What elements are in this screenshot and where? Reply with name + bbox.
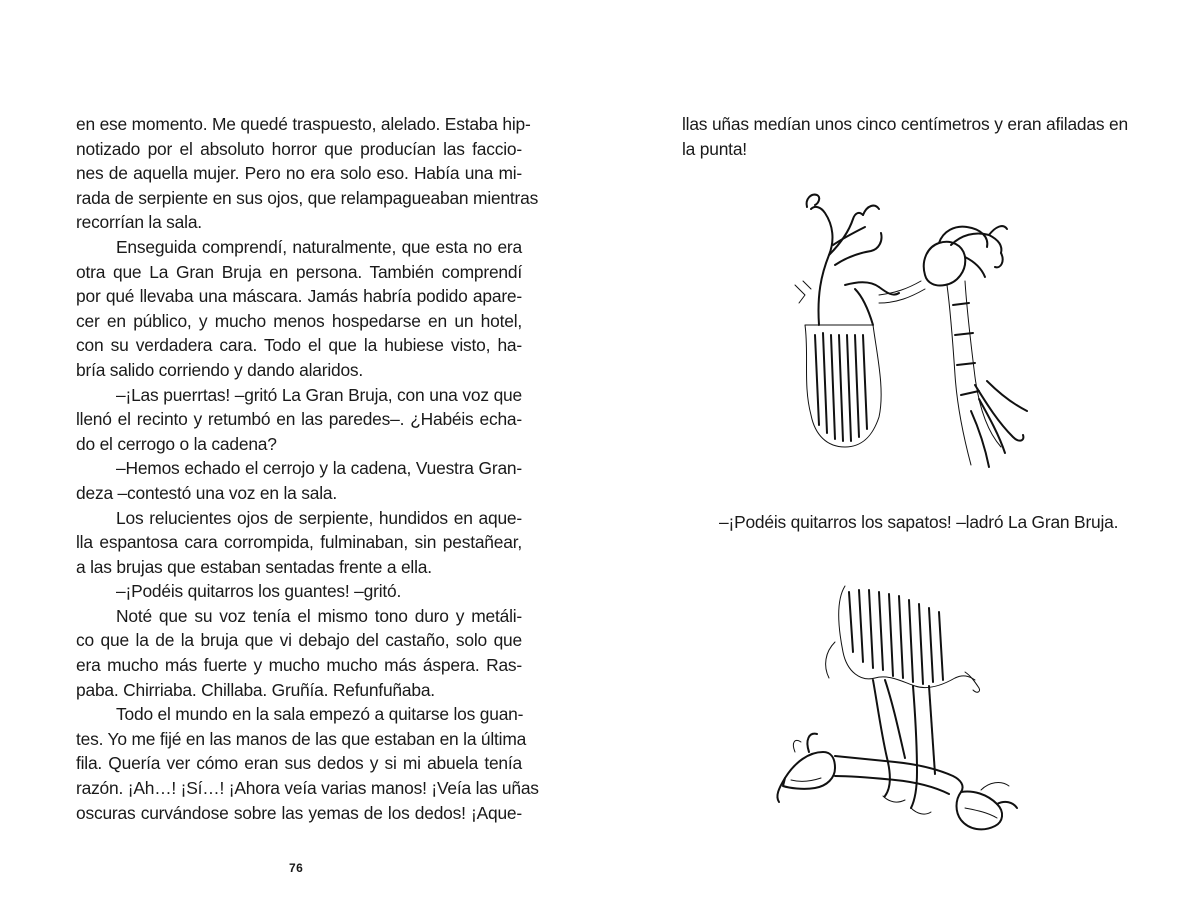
text-line: –¡Las puerrtas! –gritó La Gran Bruja, con una voz que [116, 384, 522, 405]
text-line: do el cerrogo o la cadena? [76, 433, 277, 454]
illustration-caption: –¡Podéis quitarros los sapatos! –ladró La Gran Bruja. [719, 512, 1119, 532]
text-line: oscuras curvándose sobre las yemas de los dedos! ¡Aque- [76, 802, 522, 823]
page-number: 76 [289, 861, 304, 875]
text-line: razón. ¡Ah…! ¡Sí…! ¡Ahora veía varias manos! ¡Veía las uñas [76, 778, 539, 799]
text-line: Noté que su voz tenía el mismo tono duro y metáli- [116, 605, 522, 626]
text-line: llas uñas medían unos cinco centímetros y eran afiladas en [682, 114, 1128, 134]
text-line: rada de serpiente en sus ojos, que relampagueaban mientras [76, 187, 539, 208]
witch-feet-illustration [765, 582, 1027, 844]
left-page-text [76, 112, 539, 825]
text-line: la punta! [682, 138, 747, 159]
text-line: –¡Podéis quitarros los guantes! –gritó. [116, 581, 402, 602]
text-line: notizado por el absoluto horror que producían las faccio- [76, 138, 522, 159]
text-line: en ese momento. Me quedé traspuesto, alelado. Estaba hip- [76, 114, 531, 134]
text-line: con su verdadera cara. Todo el que la hubiese visto, ha- [76, 335, 522, 356]
text-line: lla espantosa cara corrompida, fulminaban, sin pestañear, [76, 532, 522, 553]
text-line: Enseguida comprendí, naturalmente, que esta no era [116, 236, 522, 257]
text-line: cer en público, y mucho menos hospedarse en un hotel, [76, 310, 522, 331]
text-line: recorrían la sala. [76, 212, 202, 233]
text-line: co que la de la bruja que vi debajo del castaño, solo que [76, 630, 522, 651]
text-line: Todo el mundo en la sala empezó a quitarse los guan- [116, 704, 524, 725]
text-line: otra que La Gran Bruja en persona. También comprendí [76, 261, 522, 282]
text-line: nes de aquella mujer. Pero no era solo eso. Había una mi- [76, 163, 522, 184]
text-line: tes. Yo me fijé en las manos de las que estaban en la última [76, 728, 527, 749]
text-line: por qué llevaba una máscara. Jamás habría podido apare- [76, 286, 522, 307]
text-line: a las brujas que estaban sentadas frente a ella. [76, 556, 432, 577]
text-line: bría salido corriendo y dando alaridos. [76, 359, 364, 380]
text-line: deza –contestó una voz en la sala. [76, 482, 338, 503]
right-page-text [682, 112, 1128, 161]
text-line: –Hemos echado el cerrojo y la cadena, Vuestra Gran- [116, 458, 522, 479]
text-line: fila. Quería ver cómo eran sus dedos y si mi abuela tenía [76, 753, 522, 774]
text-line: era mucho más fuerte y mucho mucho más áspera. Ras- [76, 655, 522, 676]
text-line: paba. Chirriaba. Chillaba. Gruñía. Refunfuñaba. [76, 679, 435, 700]
witch-hands-illustration [775, 185, 1037, 475]
text-line: Los relucientes ojos de serpiente, hundidos en aque- [116, 507, 522, 528]
text-line: llenó el recinto y retumbó en las paredes–. ¿Habéis echa- [76, 409, 522, 430]
